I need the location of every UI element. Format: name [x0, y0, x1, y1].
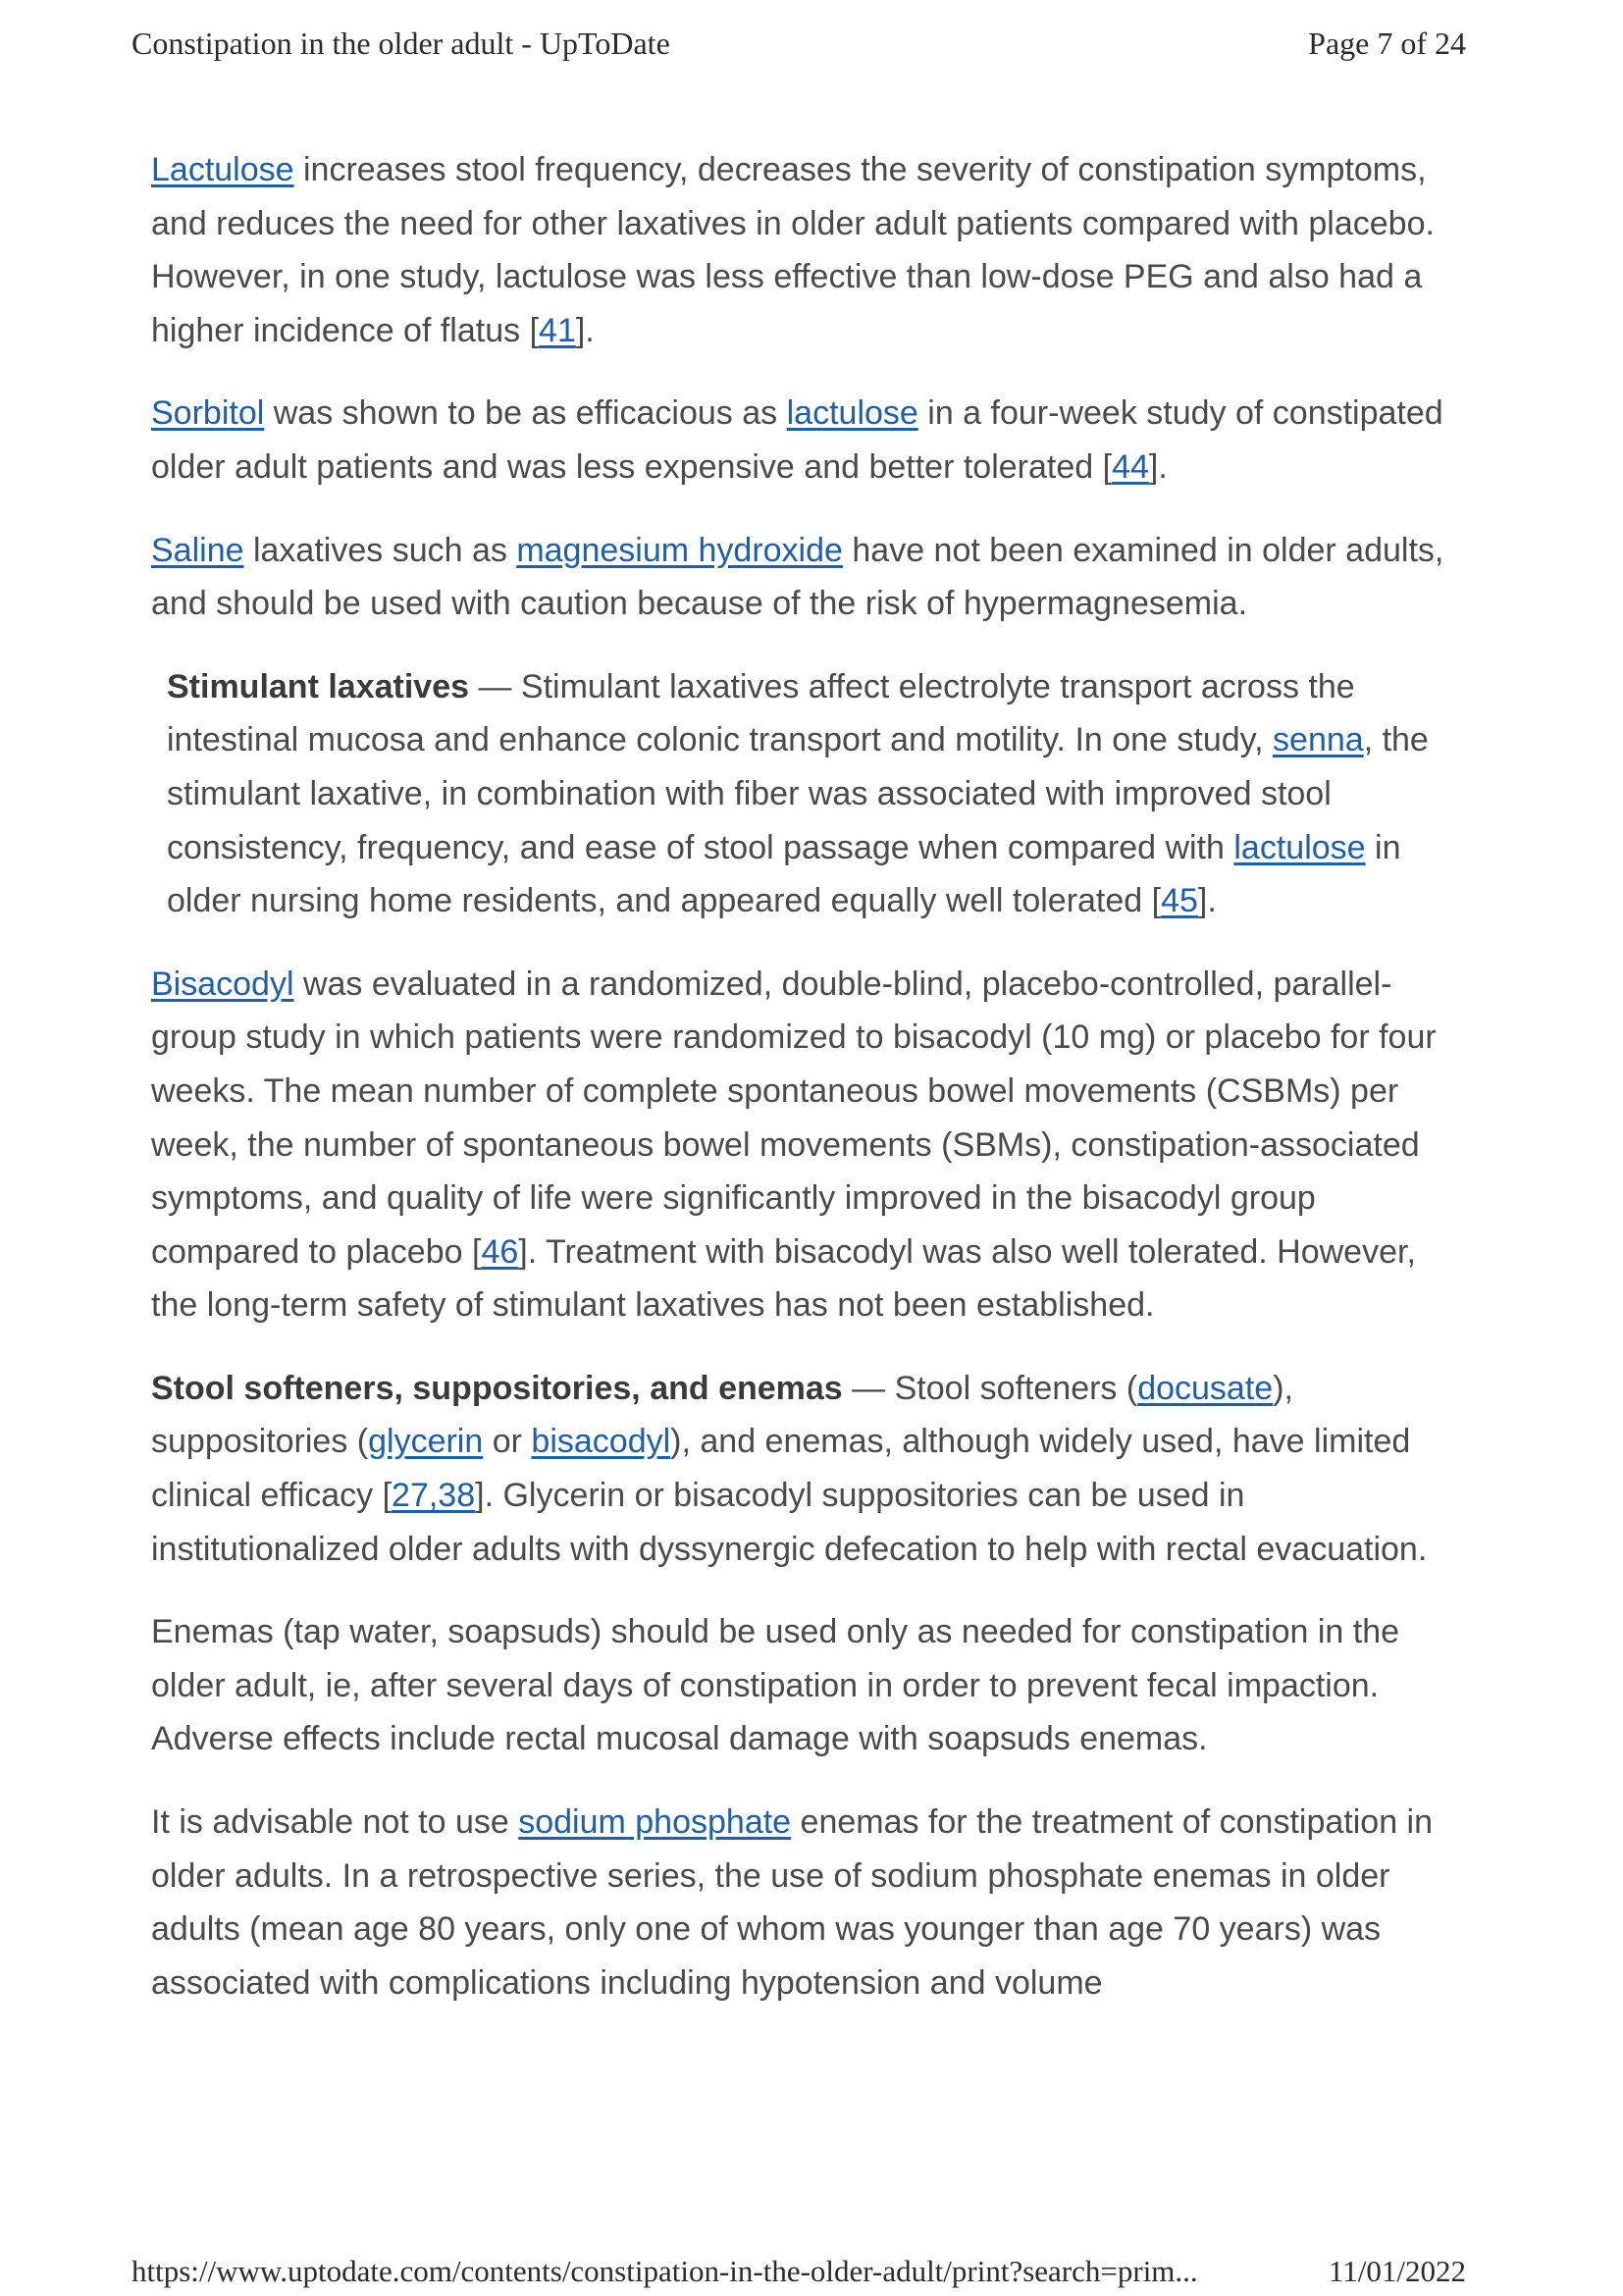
paragraph-sorbitol: [151, 387, 1446, 494]
paragraph-text: — Stimulant laxatives affect electrolyte transport across the intestinal mucosa and enhance colonic transport and motility. In one study,: [167, 667, 1355, 759]
source-url: https://www.uptodate.com/contents/constipation-in-the-older-adult/print?search=prim...: [131, 2254, 1198, 2288]
drug-link-saline[interactable]: Saline: [151, 531, 244, 569]
paragraph-text: ].: [575, 311, 595, 349]
drug-link-glycerin[interactable]: glycerin: [368, 1423, 484, 1461]
section-heading: Stool softeners, suppositories, and enemas: [151, 1369, 843, 1407]
paragraph-text: It is advisable not to use: [151, 1803, 519, 1842]
page-number: Page 7 of 24: [1308, 26, 1466, 61]
paragraph-text: have not been examined in older adults, and should be used with caution because of the risk of hypermagnesemia.: [151, 531, 1444, 623]
paragraph-text: ].: [1148, 447, 1168, 486]
paragraph-text: in a four-week study of constipated older adult patients and was less expensive and better tolerated [: [151, 394, 1443, 486]
reference-link[interactable]: 45: [1161, 882, 1198, 920]
paragraph-bisacodyl: [151, 958, 1446, 1332]
paragraph-text: or: [483, 1423, 532, 1461]
reference-link[interactable]: 41: [539, 311, 576, 349]
paragraph-text: increases stool frequency, decreases the severity of constipation symptoms, and reduces the need for other laxatives in older adult patients compared with placebo. However, in one study, lactulose was less effective than low-dose PEG and also had a higher incidence of flatus [: [151, 151, 1435, 349]
paragraph-stool-softeners: [151, 1362, 1446, 1576]
paragraph-text: ].: [1197, 882, 1217, 920]
document-title: Constipation in the older adult - UpToDate: [131, 26, 670, 61]
paragraph-text: Enemas (tap water, soapsuds) should be used only as needed for constipation in the older adult, ie, after several days of constipation in order to prevent fecal impaction. Adverse effects include rectal mucosal damage with soapsuds enemas.: [151, 1613, 1400, 1758]
paragraph-text: ]. Treatment with bisacodyl was also well tolerated. However, the long-term safety of stimulant laxatives has not been established.: [151, 1232, 1416, 1325]
drug-link-sorbitol[interactable]: Sorbitol: [151, 394, 265, 433]
paragraph-text: in older nursing home residents, and appeared equally well tolerated [: [167, 828, 1401, 920]
paragraph-enemas: [151, 1605, 1446, 1766]
paragraph-text: was shown to be as efficacious as: [264, 394, 787, 433]
reference-link[interactable]: 27,38: [392, 1477, 476, 1515]
drug-link-bisacodyl[interactable]: bisacodyl: [531, 1423, 671, 1461]
drug-link-docusate[interactable]: docusate: [1137, 1369, 1274, 1407]
drug-link-lactulose[interactable]: Lactulose: [151, 151, 294, 188]
drug-link-senna[interactable]: senna: [1273, 721, 1364, 759]
paragraph-text: — Stool softeners (: [842, 1369, 1138, 1407]
paragraph-text: , the stimulant laxative, in combination with fiber was associated with improved stool consistency, frequency, and ease of stool passage when compared with: [167, 721, 1429, 866]
drug-link-bisacodyl[interactable]: Bisacodyl: [151, 965, 294, 1003]
section-heading: Stimulant laxatives: [167, 667, 470, 705]
paragraph-saline: [151, 524, 1446, 631]
paragraph-text: ), and enemas, although widely used, have limited clinical efficacy [: [151, 1423, 1411, 1515]
paragraph-stimulant-laxatives: [151, 660, 1446, 928]
drug-link-lactulose[interactable]: lactulose: [786, 394, 918, 433]
drug-link-sodium-phosphate[interactable]: sodium phosphate: [518, 1803, 792, 1842]
drug-link-magnesium-hydroxide[interactable]: magnesium hydroxide: [516, 531, 843, 569]
drug-link-lactulose[interactable]: lactulose: [1233, 828, 1366, 866]
paragraph-lactulose: [151, 143, 1446, 357]
paragraph-text: ), suppositories (: [151, 1369, 1293, 1461]
reference-link[interactable]: 46: [481, 1232, 519, 1271]
paragraph-text: enemas for the treatment of constipation in older adults. In a retrospective series, the use of sodium phosphate enemas in older adults (mean age 80 years, only one of whom was younger than age 70 years) was associated with complications including hypotension and volume: [151, 1803, 1434, 2002]
paragraph-text: ]. Glycerin or bisacodyl suppositories can be used in institutionalized older adults with dyssynergic defecation to help with rectal evacuation.: [151, 1477, 1428, 1568]
paragraph-text: was evaluated in a randomized, double-blind, placebo-controlled, parallel-group study in which patients were randomized to bisacodyl (10 mg) or placebo for four weeks. The mean number of complete spontaneous bowel movements (CSBMs) per week, the number of spontaneous bowel movements (SBMs), constipation-associated symptoms, and quality of life were significantly improved in the bisacodyl group compared to placebo [: [151, 965, 1437, 1271]
paragraph-text: laxatives such as: [243, 531, 517, 569]
reference-link[interactable]: 44: [1112, 447, 1149, 486]
article-body: [151, 143, 1446, 2039]
print-date: 11/01/2022: [1328, 2254, 1466, 2288]
paragraph-sodium-phosphate: [151, 1796, 1446, 2009]
